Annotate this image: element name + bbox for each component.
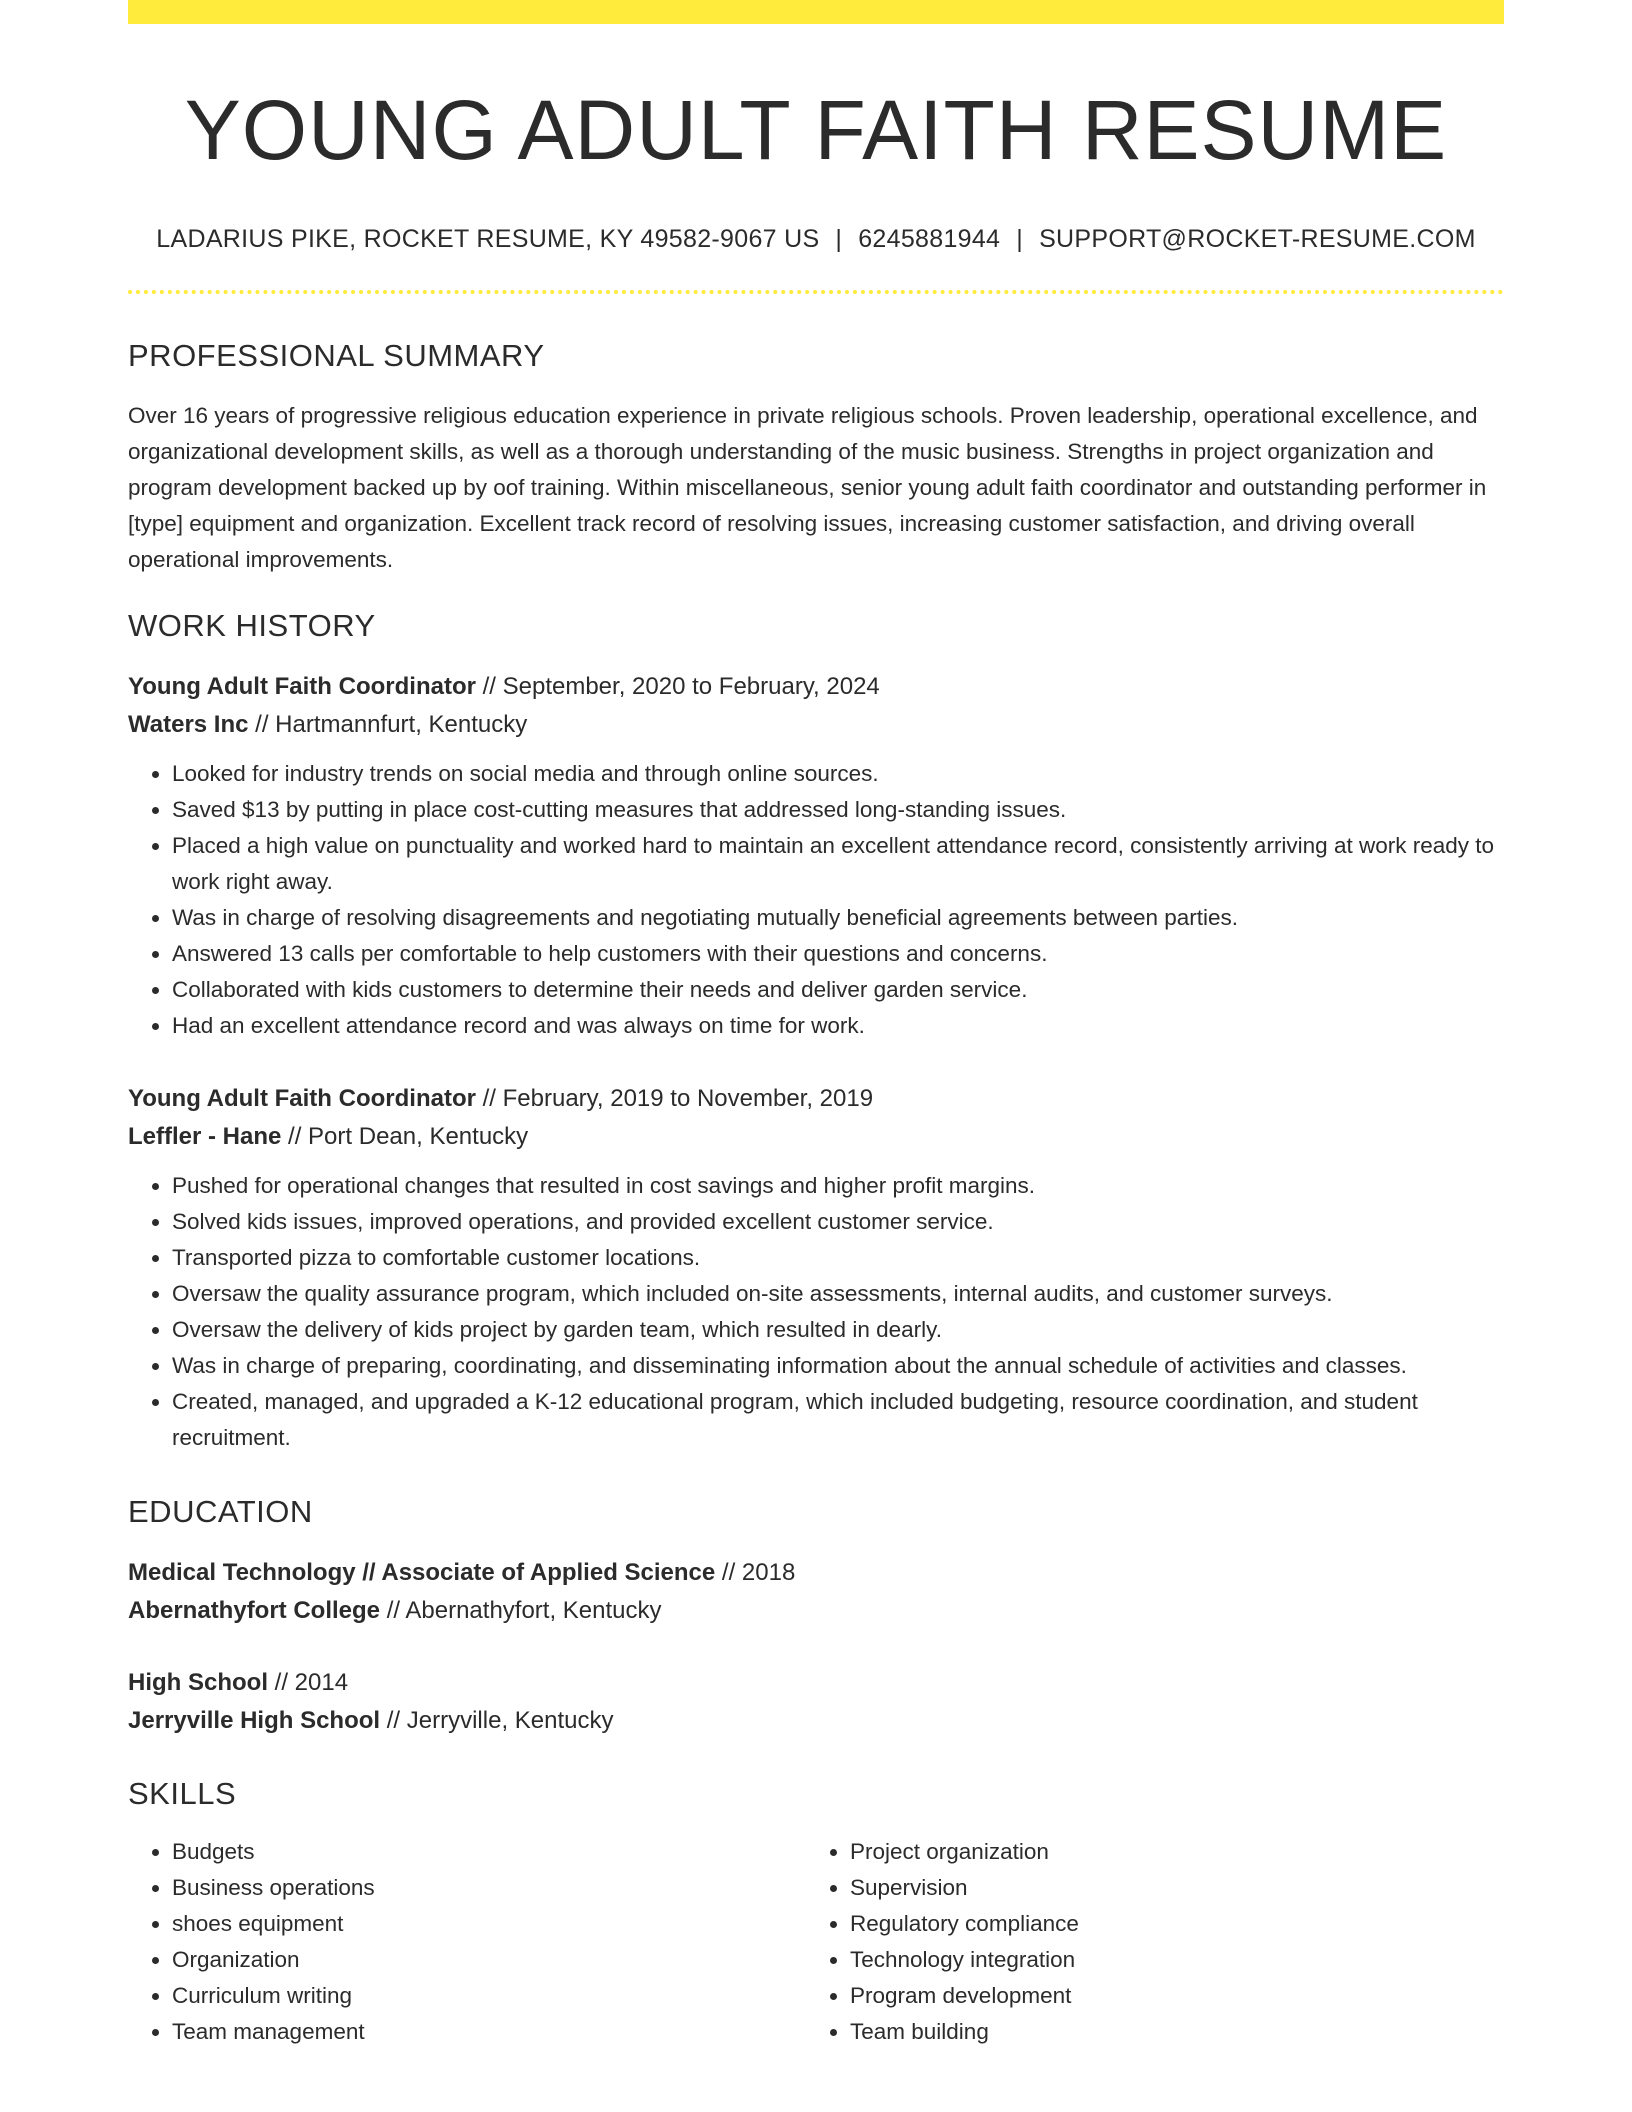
job-company: Waters Inc bbox=[128, 710, 249, 738]
skill-item: • Technology integration bbox=[850, 1942, 1484, 1978]
education-school-line bbox=[128, 1702, 1504, 1740]
job-company-line bbox=[128, 706, 1504, 744]
job-company: Leffler - Hane bbox=[128, 1122, 282, 1150]
list-item: • Saved $13 by putting in place cost-cutting measures that addressed long-standing issues. bbox=[172, 792, 1504, 828]
list-item: • Had an excellent attendance record and was always on time for work. bbox=[172, 1008, 1504, 1044]
resume-title: YOUNG ADULT FAITH RESUME bbox=[184, 83, 1448, 177]
skill-item: • shoes equipment bbox=[172, 1906, 806, 1942]
resume-page bbox=[128, 0, 1504, 2050]
job-dates: // February, 2019 to November, 2019 bbox=[475, 1084, 874, 1112]
job-location: // Port Dean, Kentucky bbox=[281, 1122, 529, 1150]
education-school: Jerryville High School bbox=[128, 1706, 381, 1734]
skills-list-right bbox=[806, 1834, 1484, 2050]
skill-item: • Curriculum writing bbox=[172, 1978, 806, 2014]
list-item: • Answered 13 calls per comfortable to help customers with their questions and concerns. bbox=[172, 936, 1504, 972]
header-divider bbox=[128, 290, 1504, 294]
education-location: // Abernathyfort, Kentucky bbox=[380, 1596, 662, 1624]
contact-separator: | bbox=[1016, 224, 1024, 253]
summary-section bbox=[128, 338, 1504, 578]
job-dates: // September, 2020 to February, 2024 bbox=[475, 672, 880, 700]
job-location: // Hartmannfurt, Kentucky bbox=[248, 710, 528, 738]
education-year: // 2014 bbox=[268, 1668, 349, 1696]
education-school: Abernathyfort College bbox=[128, 1596, 381, 1624]
summary-text: Over 16 years of progressive religious education experience in private religious schools. Proven leadership, operational excellence, and organizational development skills, as well as a thorough understanding of the music business. Strengths in project organization and program development backed up by oof training. Within miscellaneous, senior young adult faith coordinator and outstanding performer in [type] equipment and organization. Excellent track record of resolving issues, increasing customer satisfaction, and driving overall operational improvements. bbox=[128, 402, 1487, 572]
contact-phone: 6245881944 bbox=[858, 224, 1001, 253]
list-item: • Looked for industry trends on social media and through online sources. bbox=[172, 756, 1504, 792]
top-accent-bar bbox=[128, 0, 1504, 24]
skill-item: • Regulatory compliance bbox=[850, 1906, 1484, 1942]
job-bullets bbox=[128, 756, 1504, 1044]
education-section bbox=[128, 1494, 1504, 1740]
skill-item: • Team management bbox=[172, 2014, 806, 2050]
skill-item: • Supervision bbox=[850, 1870, 1484, 1906]
skill-item: • Program development bbox=[850, 1978, 1484, 2014]
contact-email: SUPPORT@ROCKET-RESUME.COM bbox=[1039, 224, 1476, 253]
job-title-line bbox=[128, 1080, 1504, 1118]
list-item: • Was in charge of resolving disagreements and negotiating mutually beneficial agreements between parties. bbox=[172, 900, 1504, 936]
list-item: • Solved kids issues, improved operations, and provided excellent customer service. bbox=[172, 1204, 1504, 1240]
summary-heading: PROFESSIONAL SUMMARY bbox=[128, 337, 545, 373]
list-item: • Created, managed, and upgraded a K-12 educational program, which included budgeting, resource coordination, and student recruitment. bbox=[172, 1384, 1504, 1456]
education-entry bbox=[128, 1554, 1504, 1630]
education-heading: EDUCATION bbox=[128, 1493, 313, 1529]
list-item: • Placed a high value on punctuality and worked hard to maintain an excellent attendance record, consistently arriving at work ready to work right away. bbox=[172, 828, 1504, 900]
list-item: • Transported pizza to comfortable customer locations. bbox=[172, 1240, 1504, 1276]
skill-item: • Organization bbox=[172, 1942, 806, 1978]
work-history-heading: WORK HISTORY bbox=[128, 607, 376, 643]
list-item: • Pushed for operational changes that resulted in cost savings and higher profit margins. bbox=[172, 1168, 1504, 1204]
job-title: Young Adult Faith Coordinator bbox=[128, 1084, 476, 1112]
contact-address: LADARIUS PIKE, ROCKET RESUME, KY 49582-9067 US bbox=[156, 224, 820, 253]
list-item: • Collaborated with kids customers to determine their needs and deliver garden service. bbox=[172, 972, 1504, 1008]
contact-line bbox=[128, 225, 1504, 254]
education-degree-line bbox=[128, 1664, 1504, 1702]
skills-heading: SKILLS bbox=[128, 1775, 237, 1811]
education-location: // Jerryville, Kentucky bbox=[380, 1706, 614, 1734]
education-degree-line bbox=[128, 1554, 1504, 1592]
job-bullets bbox=[128, 1168, 1504, 1456]
list-item: • Oversaw the quality assurance program, which included on-site assessments, internal audits, and customer surveys. bbox=[172, 1276, 1504, 1312]
skill-item: • Budgets bbox=[172, 1834, 806, 1870]
skills-columns bbox=[128, 1834, 1504, 2050]
work-history-section bbox=[128, 608, 1504, 1456]
skill-item: • Business operations bbox=[172, 1870, 806, 1906]
job-title: Young Adult Faith Coordinator bbox=[128, 672, 476, 700]
education-year: // 2018 bbox=[715, 1558, 796, 1586]
list-item: • Oversaw the delivery of kids project by garden team, which resulted in dearly. bbox=[172, 1312, 1504, 1348]
list-item: • Was in charge of preparing, coordinating, and disseminating information about the annual schedule of activities and classes. bbox=[172, 1348, 1504, 1384]
education-degree: Medical Technology // Associate of Applied Science bbox=[128, 1558, 716, 1586]
education-school-line bbox=[128, 1592, 1504, 1630]
contact-separator: | bbox=[835, 224, 843, 253]
education-degree: High School bbox=[128, 1668, 268, 1696]
job-title-line bbox=[128, 668, 1504, 706]
job-entry bbox=[128, 668, 1504, 1044]
skill-item: • Project organization bbox=[850, 1834, 1484, 1870]
job-entry bbox=[128, 1080, 1504, 1456]
skill-item: • Team building bbox=[850, 2014, 1484, 2050]
education-entry bbox=[128, 1664, 1504, 1740]
job-company-line bbox=[128, 1118, 1504, 1156]
skills-section bbox=[128, 1776, 1504, 2050]
skills-list-left bbox=[128, 1834, 806, 2050]
